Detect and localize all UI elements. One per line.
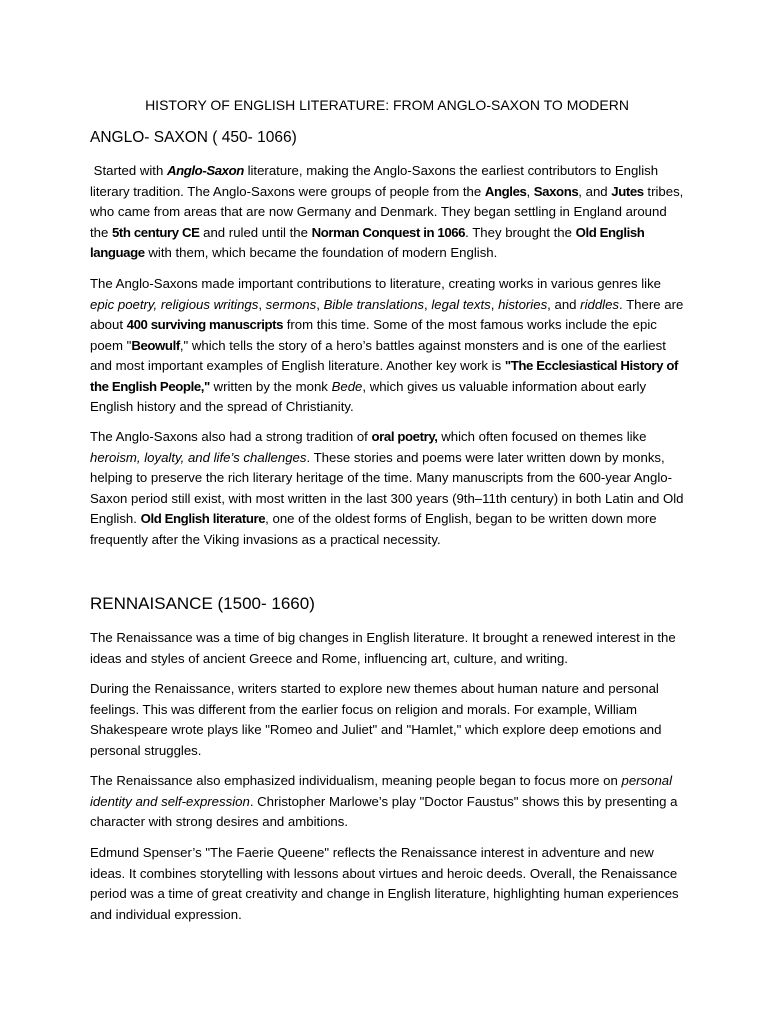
renaissance-paragraph-1: The Renaissance was a time of big changes in English literature. It brought a renewed interest in the ideas and styles of ancient Greece and Rome, influencing art, culture, and writing. bbox=[90, 630, 676, 666]
anglo-saxon-paragraph-2: The Anglo-Saxons made important contributions to literature, creating works in various genres like epic poetry, religious writings, sermons, Bible translations, legal texts, histories, and riddles. There are about 400 surviving manuscripts from this time. Some of the most famous works include the epic poem "Beowulf," which tells the story of a hero’s battles against monsters and is one of the earliest and most important examples of English literature. Another key work is "The Ecclesiastical History of the English People," written by the monk Bede, which gives us valuable information about early English history and the spread of Christianity. bbox=[90, 276, 684, 414]
renaissance-paragraph-4: Edmund Spenser’s "The Faerie Queene" reflects the Renaissance interest in adventure and new ideas. It combines storytelling with lessons about virtues and heroic deeds. Overall, the Renaissance period was a time of great creativity and change in English literature, highlighting human experiences and individual expression. bbox=[90, 845, 679, 922]
section-heading-renaissance: RENNAISANCE (1500- 1660) bbox=[90, 594, 315, 613]
renaissance-paragraph-3: The Renaissance also emphasized individualism, meaning people began to focus more on personal identity and self-expression. Christopher Marlowe’s play "Doctor Faustus" shows this by presenting a character with strong desires and ambitions. bbox=[90, 773, 678, 829]
section-heading-anglo-saxon: ANGLO- SAXON ( 450- 1066) bbox=[90, 129, 297, 146]
document-title: HISTORY OF ENGLISH LITERATURE: FROM ANGLO-SAXON TO MODERN bbox=[145, 97, 629, 113]
anglo-saxon-paragraph-1: Started with Anglo-Saxon literature, making the Anglo-Saxons the earliest contributors to English literary tradition. The Anglo-Saxons were groups of people from the Angles, Saxons, and Jutes tribes, who came from areas that are now Germany and Denmark. They began settling in England around the 5th century CE and ruled until the Norman Conquest in 1066. They brought the Old English language with them, which became the foundation of modern English. bbox=[90, 163, 684, 260]
anglo-saxon-paragraph-3: The Anglo-Saxons also had a strong tradition of oral poetry, which often focused on themes like heroism, loyalty, and life’s challenges. These stories and poems were later written down by monks, helping to preserve the rich literary heritage of the time. Many manuscripts from the 600-year Anglo-Saxon period still exist, with most written in the last 300 years (9th–11th century) in both Latin and Old English. Old English literature, one of the oldest forms of English, began to be written down more frequently after the Viking invasions as a practical necessity. bbox=[90, 429, 684, 547]
renaissance-paragraph-2: During the Renaissance, writers started to explore new themes about human nature and personal feelings. This was different from the earlier focus on religion and morals. For example, William Shakespeare wrote plays like "Romeo and Juliet" and "Hamlet," which explore deep emotions and personal struggles. bbox=[90, 681, 662, 758]
